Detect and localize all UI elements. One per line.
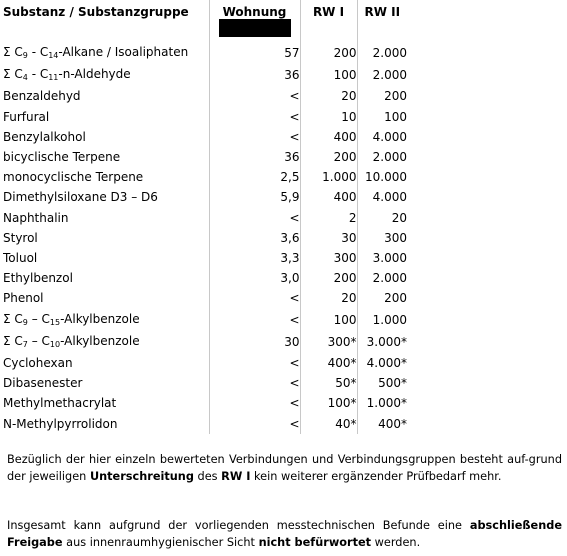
cell-wohnung: < bbox=[209, 208, 300, 228]
table-row bbox=[3, 331, 407, 353]
cell-rw1: 40* bbox=[300, 414, 357, 434]
cell-rw1: 1.000 bbox=[300, 167, 357, 187]
cell-wohnung: < bbox=[209, 127, 300, 147]
table-row bbox=[3, 228, 407, 248]
table-row bbox=[3, 248, 407, 268]
cell-rw1: 100 bbox=[300, 64, 357, 86]
cell-rw2: 1.000* bbox=[357, 393, 407, 413]
cell-wohnung: < bbox=[209, 393, 300, 413]
redaction-row bbox=[3, 19, 407, 37]
cell-rw2: 3.000* bbox=[357, 331, 407, 353]
cell-substanz: Dibasenester bbox=[3, 376, 83, 391]
table-row bbox=[3, 187, 407, 207]
table-row bbox=[3, 373, 407, 393]
cell-rw2: 200 bbox=[357, 288, 407, 308]
cell-substanz: Naphthalin bbox=[3, 210, 69, 225]
cell-substanz: Σ $C_7$ – $C_{10}$-Alkylbenzole bbox=[3, 333, 140, 349]
cell-rw2: 500* bbox=[357, 373, 407, 393]
cell-rw1: 400 bbox=[300, 187, 357, 207]
cell-substanz: bicyclische Terpene bbox=[3, 150, 121, 165]
cell-rw2: 2.000 bbox=[357, 268, 407, 288]
table-row bbox=[3, 64, 407, 86]
header-rw1: RW I bbox=[300, 0, 357, 19]
cell-substanz: Dimethylsiloxane D3 – D6 bbox=[3, 190, 158, 205]
table-row bbox=[3, 86, 407, 106]
cell-rw2: 4.000 bbox=[357, 127, 407, 147]
cell-rw1: 300 bbox=[300, 248, 357, 268]
cell-rw1: 400 bbox=[300, 127, 357, 147]
cell-rw1: 50* bbox=[300, 373, 357, 393]
cell-rw1: 100 bbox=[300, 309, 357, 331]
cell-rw1: 2 bbox=[300, 208, 357, 228]
cell-substanz: monocyclische Terpene bbox=[3, 170, 144, 185]
cell-rw2: 100 bbox=[357, 107, 407, 127]
cell-rw2: 2.000 bbox=[357, 147, 407, 167]
cell-substanz: Benzylalkohol bbox=[3, 129, 86, 144]
cell-wohnung: 3,3 bbox=[209, 248, 300, 268]
cell-wohnung: < bbox=[209, 288, 300, 308]
cell-substanz: Σ $C_4$ - $C_{11}-n$-Aldehyde bbox=[3, 67, 131, 83]
table-row bbox=[3, 353, 407, 373]
cell-substanz: Styrol bbox=[3, 230, 38, 245]
table-row bbox=[3, 107, 407, 127]
cell-substanz: Ethylbenzol bbox=[3, 271, 73, 286]
cell-substanz: Cyclohexan bbox=[3, 356, 73, 371]
cell-rw1: 300* bbox=[300, 331, 357, 353]
cell-wohnung: < bbox=[209, 107, 300, 127]
table-row bbox=[3, 393, 407, 413]
cell-wohnung: 57 bbox=[209, 42, 300, 64]
table-row bbox=[3, 42, 407, 64]
cell-rw1: 10 bbox=[300, 107, 357, 127]
cell-wohnung: < bbox=[209, 86, 300, 106]
table-header-row bbox=[3, 0, 407, 19]
cell-wohnung: 2,5 bbox=[209, 167, 300, 187]
cell-wohnung: 3,0 bbox=[209, 268, 300, 288]
cell-rw1: 20 bbox=[300, 288, 357, 308]
cell-rw2: 3.000 bbox=[357, 248, 407, 268]
cell-rw2: 10.000 bbox=[357, 167, 407, 187]
table-row bbox=[3, 288, 407, 308]
cell-rw1: 30 bbox=[300, 228, 357, 248]
table-row bbox=[3, 309, 407, 331]
cell-wohnung: 36 bbox=[209, 64, 300, 86]
table-row bbox=[3, 147, 407, 167]
cell-substanz: Benzaldehyd bbox=[3, 89, 81, 104]
cell-rw1: 100* bbox=[300, 393, 357, 413]
redaction-box bbox=[219, 19, 291, 37]
cell-wohnung: 3,6 bbox=[209, 228, 300, 248]
header-rw2: RW II bbox=[357, 0, 407, 19]
cell-wohnung: 36 bbox=[209, 147, 300, 167]
cell-substanz: Phenol bbox=[3, 291, 44, 306]
cell-rw1: 200 bbox=[300, 42, 357, 64]
paragraph-freigabe: Insgesamt kann aufgrund der vorliegenden messtechnischen Befunde eine abschließende Freigabe aus innenraumhygienischer Sicht nicht befürwortet werden. bbox=[7, 519, 562, 549]
table-row bbox=[3, 268, 407, 288]
cell-rw2: 200 bbox=[357, 86, 407, 106]
cell-substanz: Toluol bbox=[3, 251, 38, 266]
cell-rw2: 4.000* bbox=[357, 353, 407, 373]
cell-wohnung: 30 bbox=[209, 331, 300, 353]
cell-substanz: Σ $C_9$ - $C_{14}$-Alkane / Isoaliphaten bbox=[3, 45, 189, 60]
cell-rw2: 300 bbox=[357, 228, 407, 248]
table-row bbox=[3, 414, 407, 434]
header-wohnung: Wohnung bbox=[209, 0, 300, 19]
cell-wohnung: 5,9 bbox=[209, 187, 300, 207]
cell-wohnung: < bbox=[209, 414, 300, 434]
cell-rw1: 200 bbox=[300, 147, 357, 167]
cell-substanz: Σ $C_9$ – $C_{15}$-Alkylbenzole bbox=[3, 311, 140, 327]
cell-rw2: 20 bbox=[357, 208, 407, 228]
cell-wohnung: < bbox=[209, 353, 300, 373]
cell-rw1: 400* bbox=[300, 353, 357, 373]
cell-rw2: 400* bbox=[357, 414, 407, 434]
paragraph-pruefbedarf: Bezüglich der hier einzeln bewerteten Verbindungen und Verbindungsgruppen besteht auf-grund der jeweiligen Unterschreitung des RW I kein weiterer ergänzender Prüfbedarf mehr. bbox=[7, 453, 562, 483]
cell-substanz: Furfural bbox=[3, 109, 50, 124]
cell-rw2: 1.000 bbox=[357, 309, 407, 331]
cell-rw1: 200 bbox=[300, 268, 357, 288]
substance-table bbox=[3, 0, 407, 434]
table-row bbox=[3, 208, 407, 228]
cell-substanz: Methylmethacrylat bbox=[3, 396, 117, 411]
cell-wohnung: < bbox=[209, 309, 300, 331]
cell-rw2: 2.000 bbox=[357, 42, 407, 64]
cell-rw2: 4.000 bbox=[357, 187, 407, 207]
header-substanz: Substanz / Substanzgruppe bbox=[3, 5, 189, 19]
table-row bbox=[3, 127, 407, 147]
cell-wohnung: < bbox=[209, 373, 300, 393]
cell-substanz: N-Methylpyrrolidon bbox=[3, 416, 118, 431]
cell-rw1: 20 bbox=[300, 86, 357, 106]
table-row bbox=[3, 167, 407, 187]
cell-rw2: 2.000 bbox=[357, 64, 407, 86]
